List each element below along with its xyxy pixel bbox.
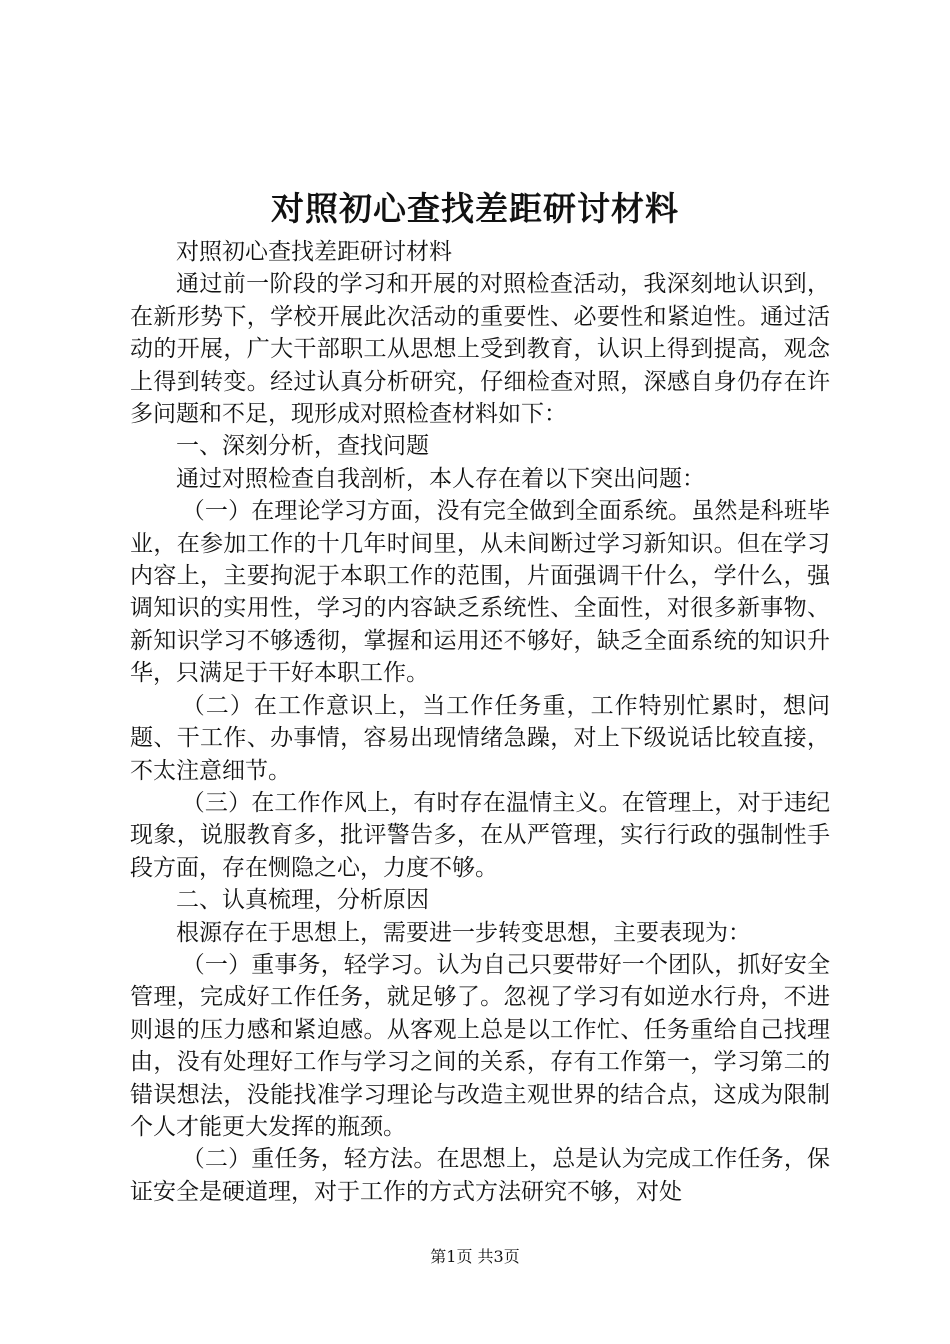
- paragraph-cause-2: （二）重任务，轻方法。在思想上，总是认为完成工作任务，保证安全是硬道理，对于工作的方式方法研究不够，对处: [130, 1146, 830, 1205]
- page-number-footer: 第1页 共3页: [430, 1247, 520, 1266]
- paragraph-problem-2: （二）在工作意识上，当工作任务重，工作特别忙累时，想问题、干工作、办事情，容易出现情绪急躁，对上下级说话比较直接，不太注意细节。: [130, 692, 830, 784]
- document-title: 对照初心查找差距研讨材料: [271, 189, 679, 228]
- section-heading-1: 一、深刻分析，查找问题: [176, 433, 429, 460]
- section-heading-2: 二、认真梳理，分析原因: [176, 887, 429, 914]
- paragraph-cause-1: （一）重事务，轻学习。认为自己只要带好一个团队，抓好安全管理，完成好工作任务，就足够了。忽视了学习有如逆水行舟，不进则退的压力感和紧迫感。从客观上总是以工作忙、任务重给自己找理由，没有处理好工作与学习之间的关系，存有工作第一，学习第二的错误想法，没能找准学习理论与改造主观世界的结合点，这成为限制个人才能更大发挥的瓶颈。: [130, 951, 830, 1140]
- paragraph-problem-1: （一）在理论学习方面，没有完全做到全面系统。虽然是科班毕业，在参加工作的十几年时间里，从未间断过学习新知识。但在学习内容上，主要拘泥于本职工作的范围，片面强调干什么，学什么，强调知识的实用性，学习的内容缺乏系统性、全面性，对很多新事物、新知识学习不够透彻，掌握和运用还不够好，缺乏全面系统的知识升华，只满足于干好本职工作。: [130, 498, 830, 687]
- paragraph-section-2-lead: 根源存在于思想上，需要进一步转变思想，主要表现为：: [176, 919, 751, 946]
- paragraph-intro: 通过前一阶段的学习和开展的对照检查活动，我深刻地认识到，在新形势下，学校开展此次活动的重要性、必要性和紧迫性。通过活动的开展，广大干部职工从思想上受到教育，认识上得到提高，观念上得到转变。经过认真分析研究，仔细检查对照，深感自身仍存在许多问题和不足，现形成对照检查材料如下：: [130, 271, 830, 428]
- paragraph-section-1-lead: 通过对照检查自我剖析，本人存在着以下突出问题：: [176, 465, 705, 492]
- document-body: [130, 236, 830, 1208]
- paragraph-problem-3: （三）在工作作风上，有时存在温情主义。在管理上，对于违纪现象，说服教育多，批评警告多，在从严管理，实行行政的强制性手段方面，存在恻隐之心，力度不够。: [130, 789, 830, 881]
- paragraph-repeated-title: 对照初心查找差距研讨材料: [176, 239, 452, 265]
